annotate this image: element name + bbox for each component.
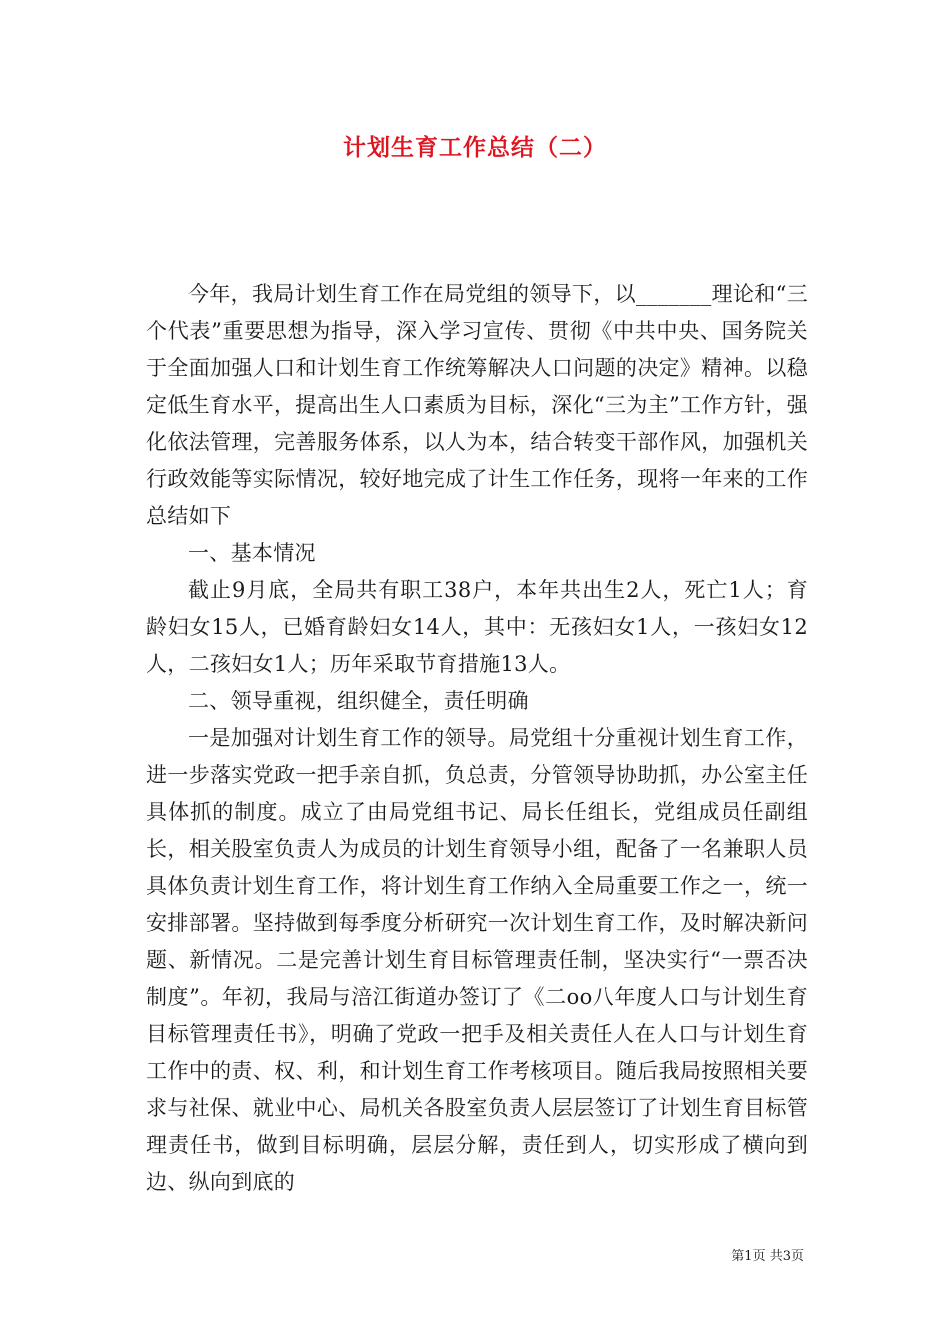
page-footer — [731, 1248, 804, 1266]
paragraph-statistics: 截止9月底，全局共有职工38户，本年共出生2人，死亡1人；育龄妇女15人，已婚育龄妇女14人，其中：无孩妇女1人，一孩妇女12人，二孩妇女1人；历年采取节育措施13人。 — [146, 578, 808, 676]
section-heading-basic-situation: 一、基本情况 — [188, 541, 316, 565]
footer-suffix: 页 — [790, 1249, 804, 1264]
footer-prefix: 第 — [731, 1249, 745, 1264]
section-heading-leadership: 二、领导重视，组织健全，责任明确 — [188, 689, 529, 713]
document-title: 计划生育工作总结（二） — [343, 134, 607, 161]
footer-current-page: 1 — [744, 1249, 753, 1264]
document-body — [146, 276, 808, 1201]
paragraph-intro: 今年，我局计划生育工作在局党组的领导下，以_______理论和“三个代表”重要思想为指导，深入学习宣传、贯彻《中共中央、国务院关于全面加强人口和计划生育工作统筹解决人口问题的决定》精神。以稳定低生育水平，提高出生人口素质为目标，深化“三为主”工作方针，强化依法管理，完善服务体系，以人为本，结合转变干部作风，加强机关行政效能等实际情况，较好地完成了计生工作任务，现将一年来的工作总结如下 — [146, 282, 808, 528]
paragraph-leadership: 一是加强对计划生育工作的领导。局党组十分重视计划生育工作，进一步落实党政一把手亲自抓，负总责，分管领导协助抓，办公室主任具体抓的制度。成立了由局党组书记、局长任组长，党组成员任副组长，相关股室负责人为成员的计划生育领导小组，配备了一名兼职人员具体负责计划生育工作，将计划生育工作纳入全局重要工作之一，统一安排部署。坚持做到每季度分析研究一次计划生育工作，及时解决新问题、新情况。二是完善计划生育目标管理责任制，坚决实行“一票否决制度”。年初，我局与涪江街道办签订了《二oo八年度人口与计划生育目标管理责任书》，明确了党政一把手及相关责任人在人口与计划生育工作中的责、权、利，和计划生育工作考核项目。随后我局按照相关要求与社保、就业中心、局机关各股室负责人层层签订了计划生育目标管理责任书，做到目标明确，层层分解，责任到人，切实形成了横向到边、纵向到底的 — [146, 726, 808, 1194]
footer-middle: 页 共 — [752, 1249, 783, 1264]
footer-total-pages: 3 — [782, 1249, 791, 1264]
